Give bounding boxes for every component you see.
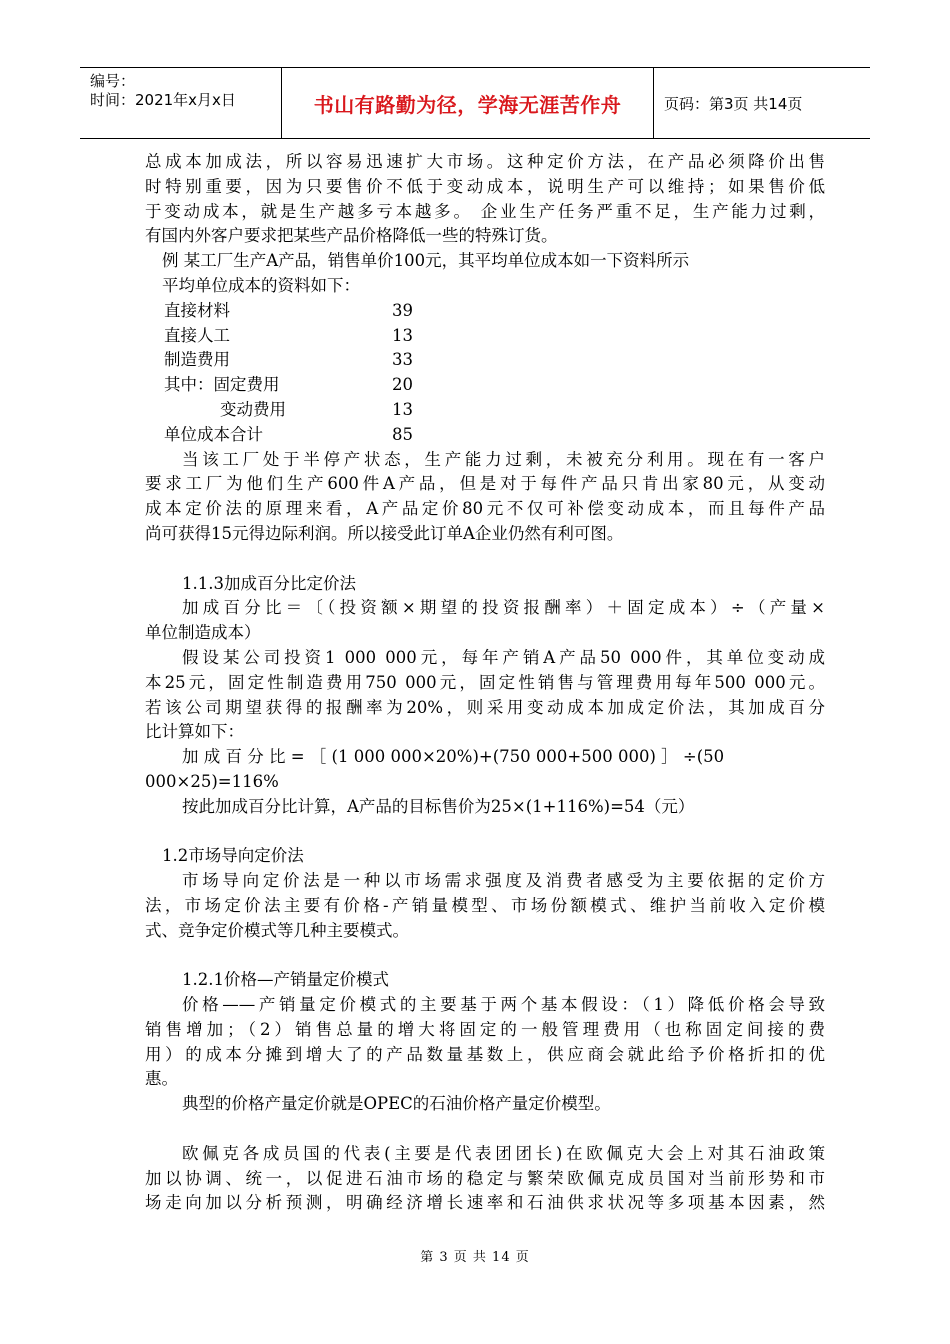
header-meta xyxy=(80,68,282,138)
target-price-line: 按此加成百分比计算，A产品的目标售价为25×(1+116%)=54（元） xyxy=(182,796,695,816)
paragraph-line: 时特别重要，因为只要售价不低于变动成本，说明生产可以维持；如果售价低 xyxy=(145,176,825,196)
paragraph-line: 价格——产销量定价模式的主要基于两个基本假设：（1）降低价格会导致 xyxy=(182,995,825,1015)
row-label: 变动费用 xyxy=(220,399,286,419)
cost-table xyxy=(145,299,825,448)
paragraph-line: 于变动成本，就是生产越多亏本越多。 企业生产任务严重不足，生产能力过剩， xyxy=(145,201,825,221)
paragraph-line: 假设某公司投资1 000 000元，每年产销A产品50 000件，其单位变动成 xyxy=(182,647,825,667)
page-header xyxy=(80,67,870,139)
row-label: 单位成本合计 xyxy=(164,424,263,444)
paragraph-line: 当该工厂处于半停产状态，生产能力过剩，未被充分利用。现在有一客户 xyxy=(182,449,825,469)
calc-line: 加 成 百 分 比 = ［ (1 000 000×20%)+(750 000+500 000) ］ ÷(50 xyxy=(182,747,725,767)
paragraph-line: 成本定价法的原理来看，A产品定价80元不仅可补偿变动成本，而且每件产品 xyxy=(145,499,825,519)
table-row xyxy=(145,423,825,448)
table-row xyxy=(145,348,825,373)
paragraph-line: 尚可获得15元得边际利润。所以接受此订单A企业仍然有利可图。 xyxy=(145,523,624,543)
table-intro: 平均单位成本的资料如下： xyxy=(162,275,360,295)
footer-page-number: 第 3 页 共 14 页 xyxy=(420,1250,530,1265)
row-label: 其中：固定费用 xyxy=(164,375,280,395)
doc-number-label: 编号： xyxy=(90,72,136,90)
paragraph-line: 有国内外客户要求把某些产品价格降低一些的特殊订货。 xyxy=(145,226,558,246)
table-row xyxy=(145,398,825,423)
header-motto-cell xyxy=(282,68,654,138)
row-label: 直接人工 xyxy=(164,325,230,345)
row-value: 39 xyxy=(392,300,413,320)
row-label: 制造费用 xyxy=(164,350,230,370)
paragraph-line: 要求工厂为他们生产600件A产品，但是对于每件产品只肯出家80元，从变动 xyxy=(145,474,825,494)
formula-line: 加成百分比＝〔（投资额×期望的投资报酬率）＋固定成本）÷（产量× xyxy=(182,598,825,618)
paragraph-line: 场走向加以分析预测，明确经济增长速率和石油供求状况等多项基本因素，然 xyxy=(145,1193,825,1213)
page-footer xyxy=(0,1246,950,1265)
section-heading: 1.2.1价格—产销量定价模式 xyxy=(182,970,389,990)
example-line: 例 某工厂生产A产品，销售单价100元，其平均单位成本如一下资料所示 xyxy=(162,251,690,271)
formula-line: 单位制造成本） xyxy=(145,623,261,643)
table-row xyxy=(145,299,825,324)
paragraph-line: 市场导向定价法是一种以市场需求强度及消费者感受为主要依据的定价方 xyxy=(182,871,825,891)
paragraph-line: 法，市场定价法主要有价格-产销量模型、市场份额模式、维护当前收入定价模 xyxy=(145,895,825,915)
header-page-cell xyxy=(654,68,870,138)
section-heading: 1.1.3加成百分比定价法 xyxy=(182,573,356,593)
document-body xyxy=(145,150,825,1216)
row-value: 33 xyxy=(392,350,413,370)
row-label: 直接材料 xyxy=(164,300,230,320)
table-row xyxy=(145,373,825,398)
header-page-label: 页码：第3页 共14页 xyxy=(664,94,803,113)
paragraph-line: 欧佩克各成员国的代表(主要是代表团团长)在欧佩克大会上对其石油政策 xyxy=(182,1143,825,1163)
header-motto: 书山有路勤为径，学海无涯苦作舟 xyxy=(313,92,622,117)
row-value: 20 xyxy=(392,375,413,395)
row-value: 13 xyxy=(392,325,413,345)
paragraph-line: 用）的成本分摊到增大了的产品数量基数上，供应商会就此给予价格折扣的优 xyxy=(145,1044,825,1064)
paragraph-line: 加以协调、统一，以促进石油市场的稳定与繁荣欧佩克成员国对当前形势和市 xyxy=(145,1168,825,1188)
calc-line: 000×25)=116% xyxy=(145,771,279,791)
date-label: 时间：2021年x月x日 xyxy=(90,91,236,109)
paragraph-line: 惠。 xyxy=(145,1069,178,1089)
table-row xyxy=(145,324,825,349)
row-value: 85 xyxy=(392,424,413,444)
paragraph-line: 销售增加；（2）销售总量的增大将固定的一般管理费用（也称固定间接的费 xyxy=(145,1019,825,1039)
paragraph-line: 典型的价格产量定价就是OPEC的石油价格产量定价模型。 xyxy=(182,1094,611,1114)
paragraph-line: 比计算如下： xyxy=(145,722,244,742)
paragraph-line: 本25元，固定性制造费用750 000元，固定性销售与管理费用每年500 000元。 xyxy=(145,672,825,692)
paragraph-line: 总成本加成法，所以容易迅速扩大市场。这种定价方法，在产品必须降价出售 xyxy=(145,152,825,171)
section-heading: 1.2市场导向定价法 xyxy=(162,846,304,866)
paragraph-line: 式、竞争定价模式等几种主要模式。 xyxy=(145,920,409,940)
paragraph-line: 若该公司期望获得的报酬率为20%，则采用变动成本加成定价法，其加成百分 xyxy=(145,697,825,717)
row-value: 13 xyxy=(392,399,413,419)
